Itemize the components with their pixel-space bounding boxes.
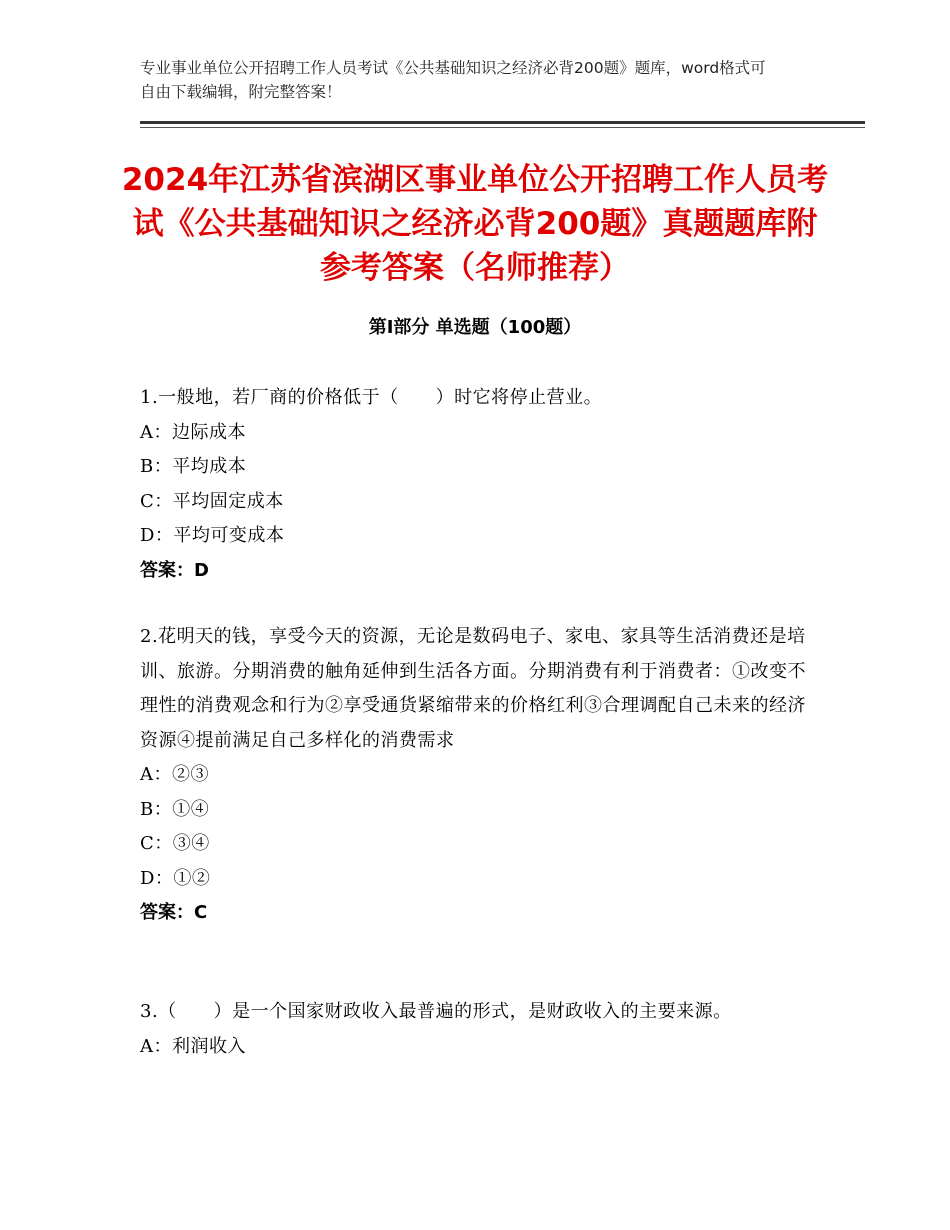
question-3 xyxy=(140,995,810,1064)
header-rule-thick xyxy=(140,121,865,124)
question-2 xyxy=(140,620,810,931)
option-b: B：平均成本 xyxy=(140,456,247,477)
answer: 答案：D xyxy=(140,559,209,581)
option-d: D：平均可变成本 xyxy=(140,525,285,546)
document-title: 2024年江苏省滨湖区事业单位公开招聘工作人员考试《公共基础知识之经济必背200题》真题题库附参考答案（名师推荐） xyxy=(121,162,829,286)
option-c: C：③④ xyxy=(140,833,210,854)
section-heading: 第Ⅰ部分 单选题（100题） xyxy=(368,317,582,338)
header-note: 专业事业单位公开招聘工作人员考试《公共基础知识之经济必背200题》题库，word格式可自由下载编辑，附完整答案！ xyxy=(140,59,766,101)
answer: 答案：C xyxy=(140,902,208,923)
option-d: D：①② xyxy=(140,867,211,889)
option-a: A：②③ xyxy=(140,764,209,785)
option-b: B：①④ xyxy=(140,798,210,820)
option-a: A：边际成本 xyxy=(140,421,246,443)
question-stem: 1.一般地，若厂商的价格低于（ ）时它将停止营业。 xyxy=(140,387,603,408)
question-1 xyxy=(140,381,810,588)
option-c: C：平均固定成本 xyxy=(140,490,284,512)
header-rule-thin xyxy=(140,127,865,128)
option-a: A：利润收入 xyxy=(140,1035,246,1057)
question-stem: 3.（ ）是一个国家财政收入最普遍的形式，是财政收入的主要来源。 xyxy=(140,1001,732,1022)
question-stem: 2.花明天的钱，享受今天的资源，无论是数码电子、家电、家具等生活消费还是培训、旅游。分期消费的触角延伸到生活各方面。分期消费有利于消费者：①改变不理性的消费观念和行为②享受通货紧缩带来的价格红利③合理调配自己未来的经济资源④提前满足自己多样化的消费需求 xyxy=(140,626,806,751)
